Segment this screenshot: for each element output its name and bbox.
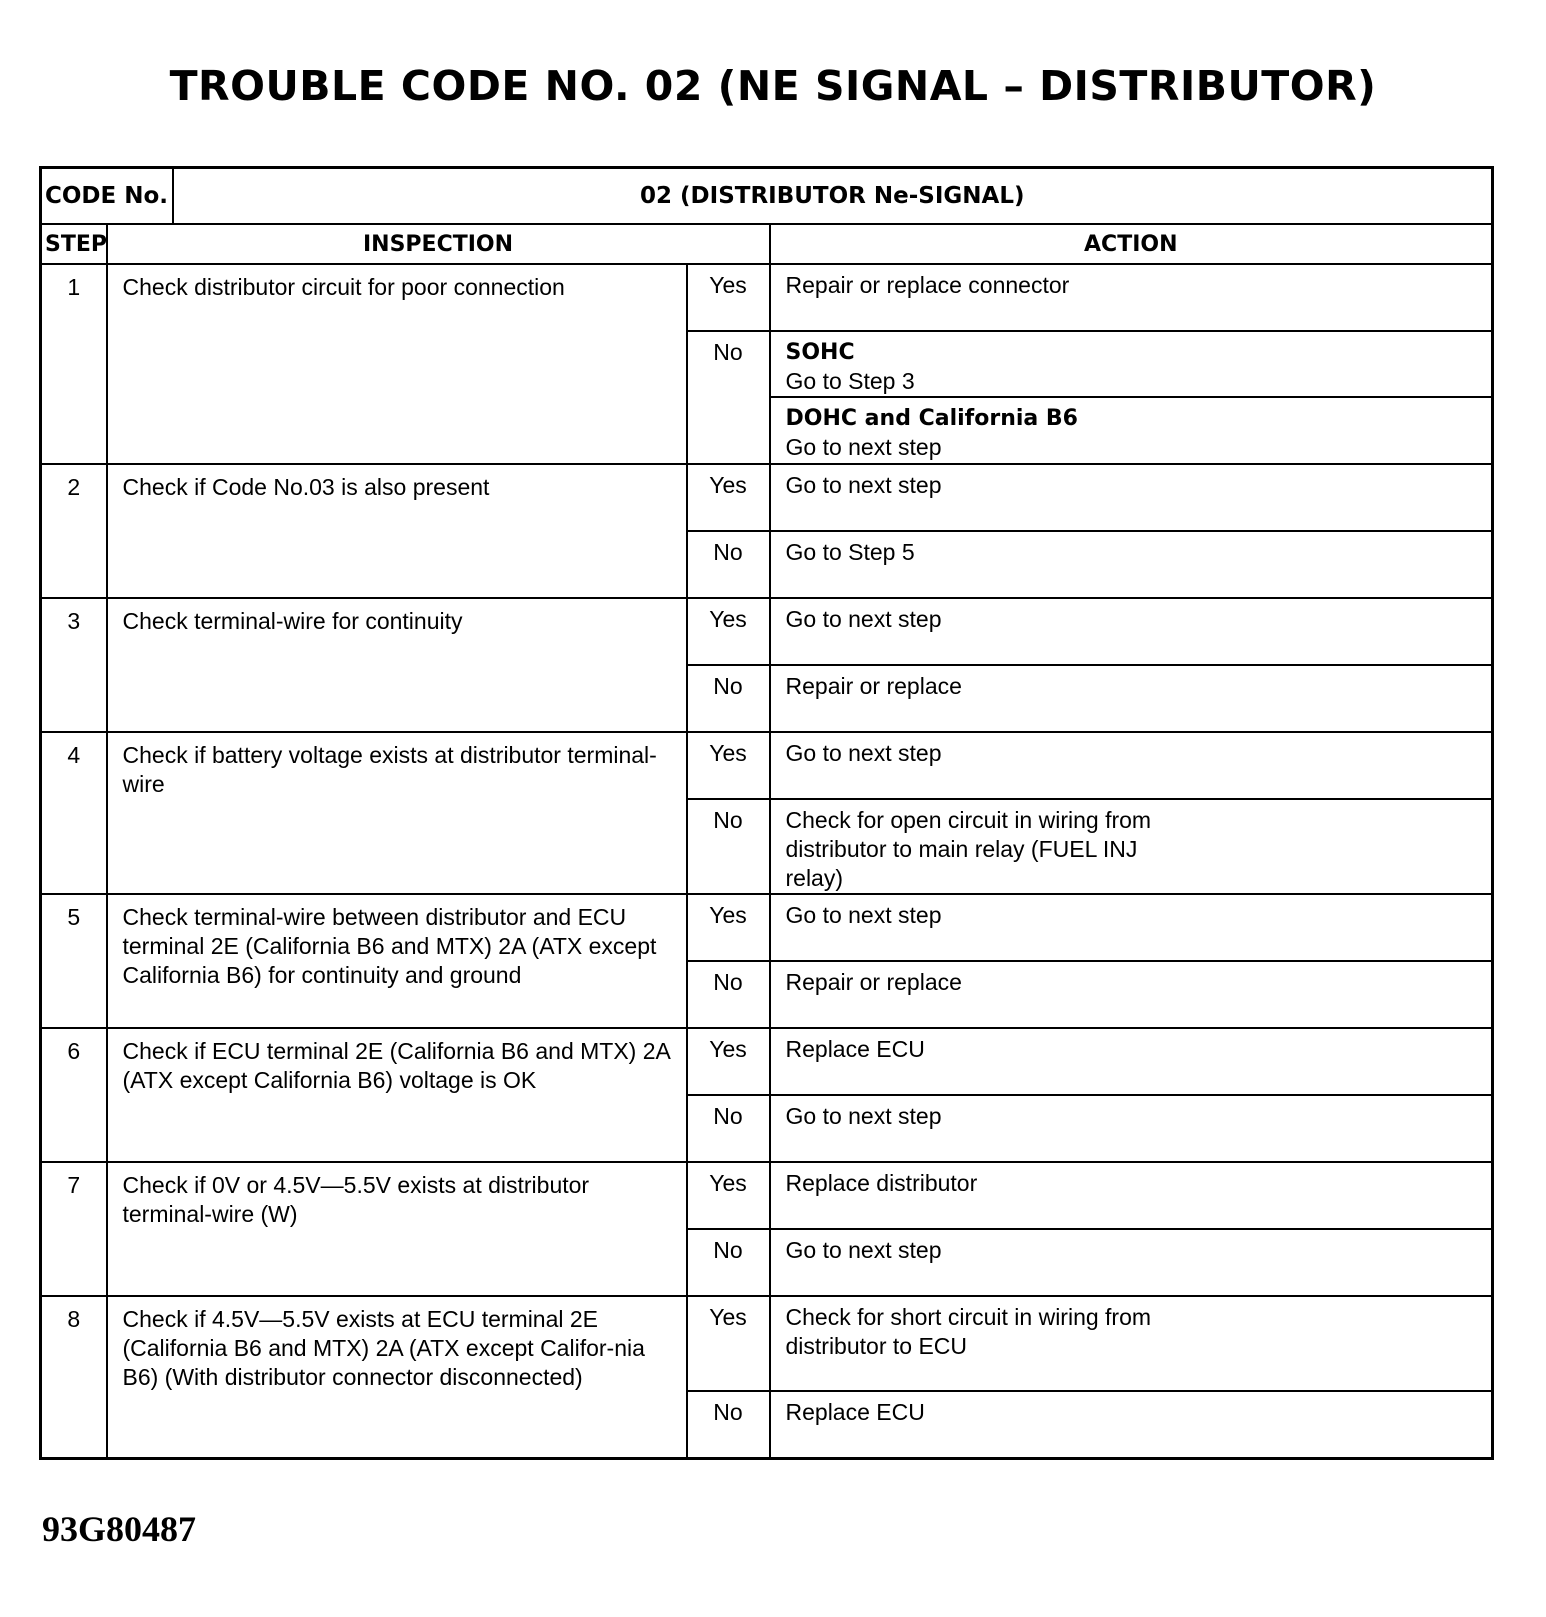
yes-action: Replace distributor (770, 1162, 1493, 1229)
inspection-text: Check terminal-wire for continuity (107, 598, 687, 732)
no-label: No (687, 665, 770, 732)
table-row (41, 464, 1493, 531)
yes-label: Yes (687, 894, 770, 961)
table-row (41, 732, 1493, 799)
yes-action: Repair or replace connector (770, 264, 1493, 331)
header-row (41, 224, 1493, 264)
yes-label: Yes (687, 1028, 770, 1095)
trouble-code-table (39, 166, 1494, 1460)
no-action: Go to Step 5 (770, 531, 1493, 598)
yes-action: Go to next step (770, 732, 1493, 799)
yes-label: Yes (687, 598, 770, 665)
yes-action: Check for short circuit in wiring from distributor to ECU (770, 1296, 1493, 1391)
yes-label: Yes (687, 1296, 770, 1391)
yes-label: Yes (687, 732, 770, 799)
yes-label: Yes (687, 264, 770, 331)
no-label: No (687, 799, 770, 894)
no-action: Go to next step (770, 1095, 1493, 1162)
no-action: Replace ECU (770, 1391, 1493, 1458)
code-no-value: 02 (DISTRIBUTOR Ne-SIGNAL) (173, 168, 1493, 225)
table-row (41, 1028, 1493, 1095)
no-action: Repair or replace (770, 665, 1493, 732)
inspection-text: Check terminal-wire between distributor and ECU terminal 2E (California B6 and MTX) 2A (ATX except California B6) for continuity and ground (107, 894, 687, 1028)
step-number: 6 (41, 1028, 107, 1162)
table-row (41, 894, 1493, 961)
page-title: TROUBLE CODE NO. 02 (NE SIGNAL – DISTRIBUTOR) (169, 62, 1377, 110)
inspection-text: Check if battery voltage exists at distributor terminal-wire (107, 732, 687, 894)
code-no-row (41, 168, 1493, 225)
step-number: 4 (41, 732, 107, 894)
no-action-title: SOHC (785, 340, 855, 365)
inspection-text: Check if ECU terminal 2E (California B6 and MTX) 2A (ATX except California B6) voltage is OK (107, 1028, 687, 1162)
yes-action: Replace ECU (770, 1028, 1493, 1095)
no-label: No (687, 961, 770, 1028)
yes-action: Go to next step (770, 894, 1493, 961)
yes-label: Yes (687, 464, 770, 531)
no-label: No (687, 331, 770, 464)
no-label: No (687, 1095, 770, 1162)
yes-label: Yes (687, 1162, 770, 1229)
no-action-sohc (770, 331, 1493, 397)
yes-action: Go to next step (770, 464, 1493, 531)
table-row (41, 598, 1493, 665)
action-header: ACTION (770, 224, 1493, 264)
step-number: 3 (41, 598, 107, 732)
step-number: 5 (41, 894, 107, 1028)
no-action-title: DOHC and California B6 (785, 406, 1078, 431)
no-action: Repair or replace (770, 961, 1493, 1028)
step-header: STEP (41, 224, 107, 264)
no-label: No (687, 531, 770, 598)
no-label: No (687, 1391, 770, 1458)
step-number: 8 (41, 1296, 107, 1458)
code-no-label: CODE No. (41, 168, 173, 225)
inspection-text: Check if Code No.03 is also present (107, 464, 687, 598)
step-number: 2 (41, 464, 107, 598)
no-action-dohc (770, 397, 1493, 464)
step-number: 7 (41, 1162, 107, 1296)
no-action-text: Go to next step (785, 434, 942, 460)
no-action: Check for open circuit in wiring from distributor to main relay (FUEL INJ relay) (770, 799, 1493, 894)
inspection-text: Check distributor circuit for poor connection (107, 264, 687, 464)
yes-action: Go to next step (770, 598, 1493, 665)
table-row (41, 264, 1493, 331)
table-row (41, 1296, 1493, 1391)
no-action-text: Go to Step 3 (785, 368, 915, 394)
inspection-text: Check if 0V or 4.5V—5.5V exists at distributor terminal-wire (W) (107, 1162, 687, 1296)
no-label: No (687, 1229, 770, 1296)
no-action: Go to next step (770, 1229, 1493, 1296)
inspection-text: Check if 4.5V—5.5V exists at ECU terminal 2E (California B6 and MTX) 2A (ATX except Califor-nia B6) (With distributor connector disconnected) (107, 1296, 687, 1458)
inspection-header: INSPECTION (107, 224, 770, 264)
table-row (41, 1162, 1493, 1229)
step-number: 1 (41, 264, 107, 464)
figure-reference-code: 93G80487 (42, 1509, 197, 1549)
